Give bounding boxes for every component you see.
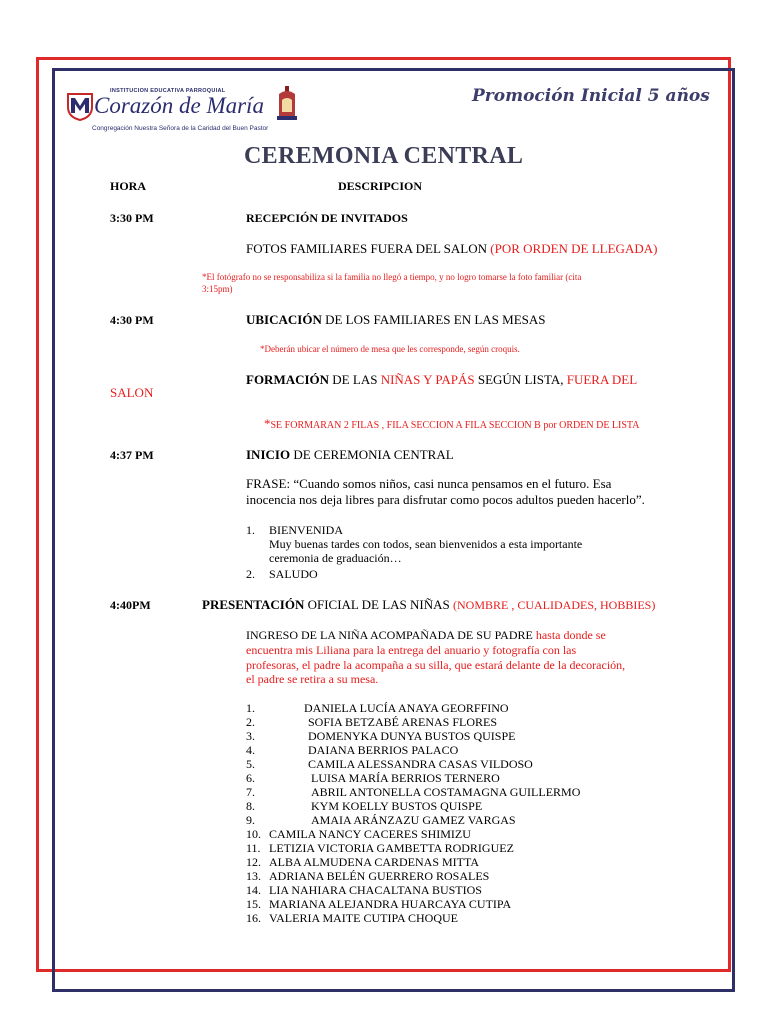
bienvenida-text-line1: Muy buenas tardes con todos, sean bienvenidos a esta importante [269, 537, 583, 551]
bienvenida-text-line2: ceremonia de graduación… [269, 551, 402, 565]
formacion-fuera-del: FUERA DEL [566, 372, 638, 387]
list-item: LUISA MARÍA BERRIOS TERNERO [311, 771, 500, 785]
photographer-note-line2: 3:15pm) [202, 284, 233, 294]
formacion-salon: SALON [110, 385, 154, 400]
list-item: ABRIL ANTONELLA COSTAMAGNA GUILLERMO [311, 785, 581, 799]
list-item-number: 5. [246, 757, 255, 771]
list-item-number: 3. [246, 729, 255, 743]
ingreso-line2: encuentra mis Liliana para la entrega del anuario y fotografía con las [246, 643, 577, 657]
crest-icon [66, 91, 94, 121]
bell-tower-icon [274, 86, 300, 122]
list-item-number: 16. [246, 911, 261, 925]
list-item: LIA NAHIARA CHACALTANA BUSTIOS [269, 883, 482, 897]
time-437: 4:37 PM [110, 448, 154, 462]
list-item: VALERIA MAITE CUTIPA CHOQUE [269, 911, 459, 925]
item-saludo: SALUDO [269, 567, 318, 581]
photographer-note-line1: *El fotógrafo no se responsabiliza si la familia no llegó a tiempo, y no logro tomarse la foto familiar (cita [202, 272, 582, 282]
item-number: 2. [246, 567, 255, 581]
inicio-bold: INICIO [246, 447, 291, 462]
page-title: CEREMONIA CENTRAL [244, 143, 524, 169]
ubicacion-rest: DE LOS FAMILIARES EN LAS MESAS [321, 312, 546, 327]
frase-line2: inocencia nos deja libres para disfrutar como pocos adultos pueden hacerlo”. [246, 492, 645, 507]
ubicacion-bold: UBICACIÓN [246, 312, 322, 327]
list-item: ADRIANA BELÉN GUERRERO ROSALES [269, 869, 490, 883]
promotion-heading: Promoción Inicial 5 años [472, 86, 710, 106]
presentacion-red: (NOMBRE , CUALIDADES, HOBBIES) [453, 598, 656, 612]
logo-congregation-text: Congregación Nuestra Señora de la Caridad del Buen Pastor [92, 125, 269, 132]
list-item: DANIELA LUCÍA ANAYA GEORFFINO [304, 701, 509, 715]
ingreso-text: INGRESO DE LA NIÑA ACOMPAÑADA DE SU PADRE [246, 628, 536, 642]
table-note: *Deberán ubicar el número de mesa que les corresponde, según croquis. [260, 344, 520, 354]
logo-school-name: Corazón de María [94, 93, 264, 118]
list-item-number: 11. [246, 841, 261, 855]
time-430: 4:30 PM [110, 313, 154, 327]
list-item-number: 2. [246, 715, 255, 729]
filas-text: SE FORMARAN 2 FILAS , FILA SECCION A FILA SECCION B por ORDEN DE LISTA [270, 420, 640, 431]
formacion-segun-lista: SEGÚN LISTA, [474, 372, 567, 387]
list-item: DAIANA BERRIOS PALACO [308, 743, 459, 757]
list-item-number: 15. [246, 897, 261, 911]
ingreso-line1 [246, 628, 606, 642]
list-item-number: 6. [246, 771, 255, 785]
formacion-bold: FORMACIÓN [246, 372, 330, 387]
formacion-line [246, 372, 637, 387]
recepcion-invitados: RECEPCIÓN DE INVITADOS [246, 211, 408, 225]
ubicacion-line [246, 312, 546, 327]
list-item-number: 4. [246, 743, 255, 757]
list-item-number: 8. [246, 799, 255, 813]
logo-institution-text: INSTITUCION EDUCATIVA PARROQUIAL [110, 88, 226, 94]
column-header-hora: HORA [110, 179, 146, 193]
list-item: KYM KOELLY BUSTOS QUISPE [311, 799, 483, 813]
fotos-familiares-line [246, 241, 657, 256]
ingreso-red1: hasta donde se [535, 628, 606, 642]
filas-note [264, 418, 639, 432]
list-item: DOMENYKA DUNYA BUSTOS QUISPE [308, 729, 516, 743]
fotos-text: FOTOS FAMILIARES FUERA DEL SALON [246, 241, 491, 256]
list-item-number: 12. [246, 855, 261, 869]
list-item: AMAIA ARÁNZAZU GAMEZ VARGAS [311, 813, 516, 827]
school-logo [66, 86, 300, 136]
fotos-order-text: (POR ORDEN DE LLEGADA) [490, 241, 658, 256]
list-item: MARIANA ALEJANDRA HUARCAYA CUTIPA [269, 897, 512, 911]
ingreso-line4: el padre se retira a su mesa. [246, 672, 379, 686]
list-item-number: 9. [246, 813, 255, 827]
list-item: SOFIA BETZABÉ ARENAS FLORES [308, 715, 498, 729]
list-item-number: 10. [246, 827, 261, 841]
list-item: CAMILA NANCY CACERES SHIMIZU [269, 827, 471, 841]
time-440: 4:40PM [110, 598, 151, 612]
list-item: ALBA ALMUDENA CARDENAS MITTA [269, 855, 480, 869]
list-item: CAMILA ALESSANDRA CASAS VILDOSO [308, 757, 533, 771]
presentacion-line [202, 597, 655, 613]
column-header-descripcion: DESCRIPCION [338, 179, 423, 193]
presentacion-rest: OFICIAL DE LAS NIÑAS [304, 597, 453, 612]
list-item: LETIZIA VICTORIA GAMBETTA RODRIGUEZ [269, 841, 514, 855]
item-bienvenida: BIENVENIDA [269, 523, 343, 537]
filas-asterisk: * [264, 416, 271, 431]
item-number: 1. [246, 523, 255, 537]
frase-line1: FRASE: “Cuando somos niños, casi nunca pensamos en el futuro. Esa [246, 476, 612, 491]
presentacion-bold: PRESENTACIÓN [202, 597, 305, 612]
time-330: 3:30 PM [110, 211, 154, 225]
list-item-number: 14. [246, 883, 261, 897]
inicio-line [246, 447, 454, 462]
formacion-de: DE LAS [329, 372, 381, 387]
list-item-number: 1. [246, 701, 255, 715]
ingreso-line3: profesoras, el padre la acompaña a su silla, que estará delante de la decoración, [246, 658, 626, 672]
list-item-number: 7. [246, 785, 255, 799]
formacion-ninas-papas: NIÑAS Y PAPÁS [380, 372, 475, 387]
list-item-number: 13. [246, 869, 261, 883]
inicio-rest: DE CEREMONIA CENTRAL [290, 447, 454, 462]
